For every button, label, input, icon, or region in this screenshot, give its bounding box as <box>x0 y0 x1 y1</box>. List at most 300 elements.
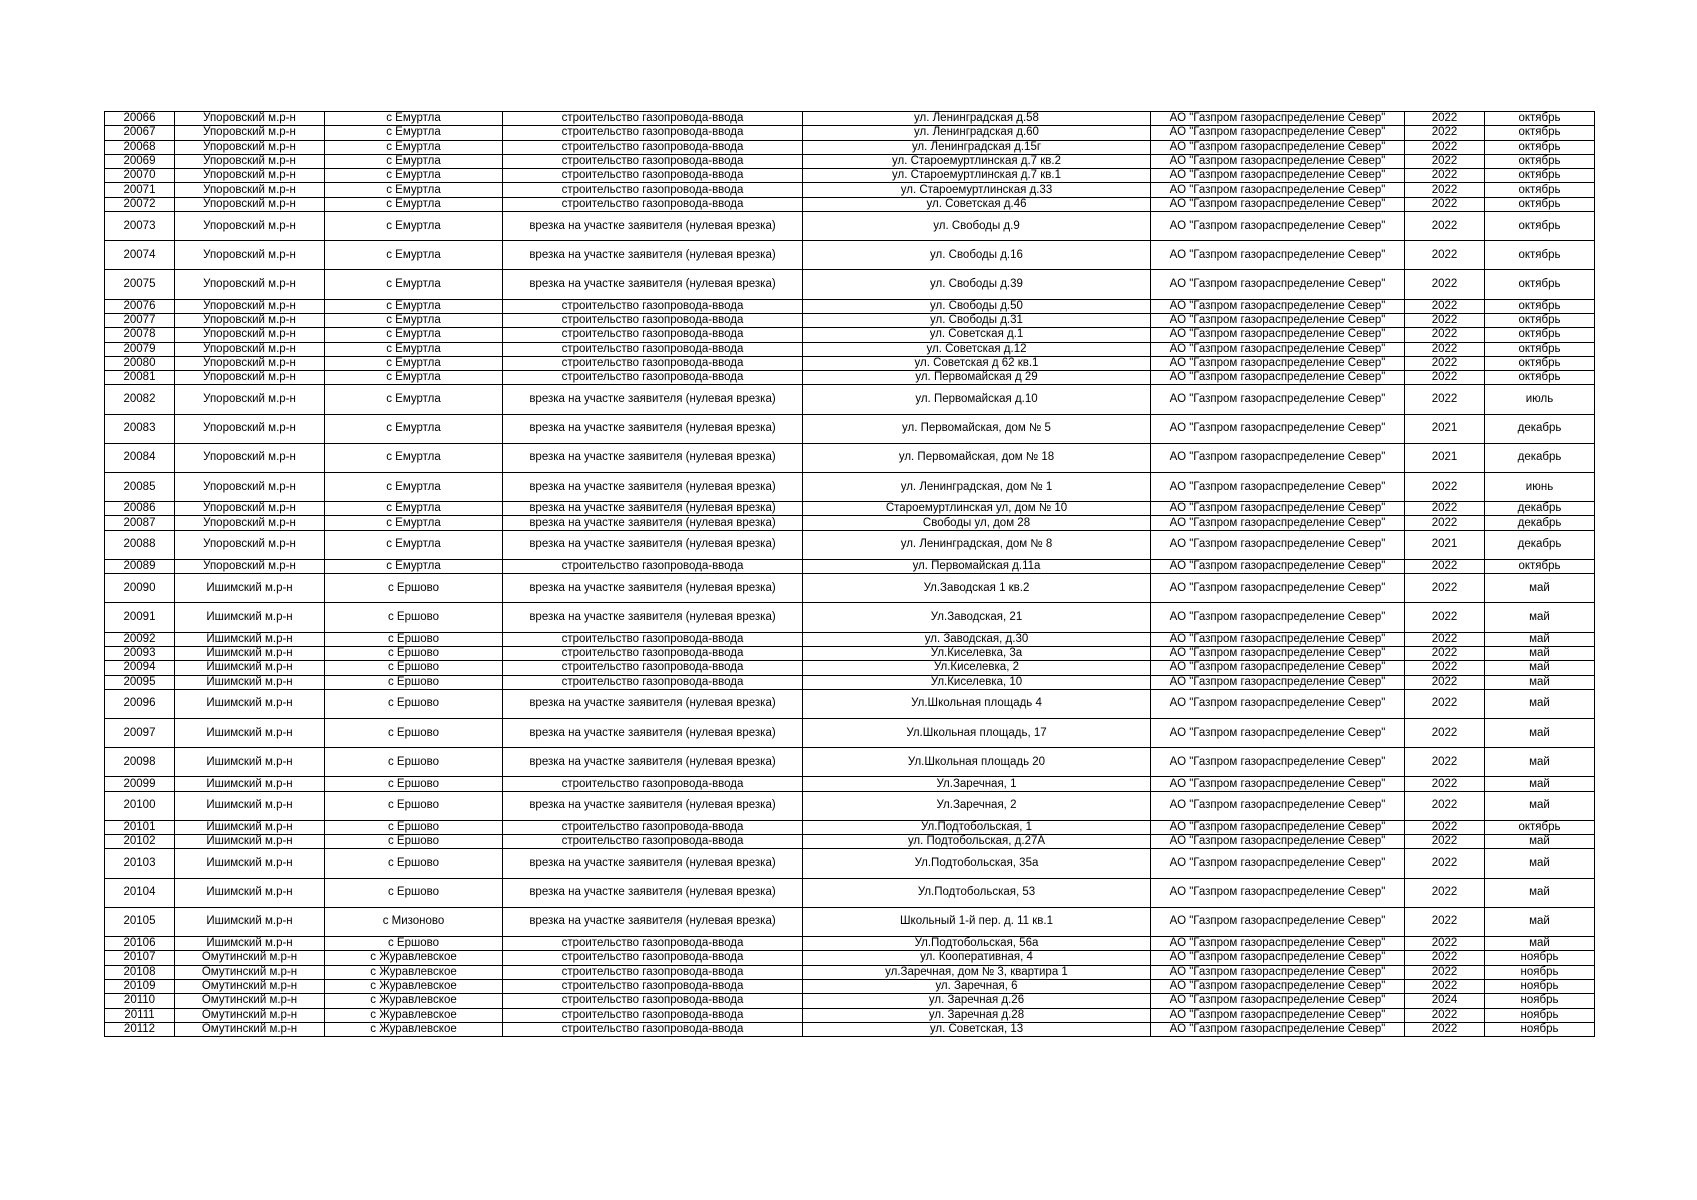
row-number-cell: 20092 <box>105 632 175 646</box>
settlement-cell: с Ершово <box>325 603 503 632</box>
address-cell: ул. Первомайская д 29 <box>803 371 1151 385</box>
work-type-cell: врезка на участке заявителя (нулевая врезка) <box>503 878 803 907</box>
settlement-cell: с Ершово <box>325 878 503 907</box>
address-cell: ул. Советская, 13 <box>803 1022 1151 1036</box>
year-cell: 2022 <box>1405 675 1485 689</box>
district-cell: Омутинский м.р-н <box>175 951 325 965</box>
address-cell: ул. Староемуртлинская д.33 <box>803 183 1151 197</box>
work-type-cell: строительство газопровода-ввода <box>503 154 803 168</box>
table-row <box>105 661 1595 675</box>
table-row <box>105 632 1595 646</box>
address-cell: ул. Кооперативная, 4 <box>803 951 1151 965</box>
organization-cell: АО "Газпром газораспределение Север" <box>1151 675 1405 689</box>
table-row <box>105 241 1595 270</box>
row-number-cell: 20103 <box>105 849 175 878</box>
table-row <box>105 530 1595 559</box>
settlement-cell: с Ершово <box>325 849 503 878</box>
address-cell: ул. Староемуртлинская д.7 кв.2 <box>803 154 1151 168</box>
address-cell: Староемуртлинская ул, дом № 10 <box>803 502 1151 516</box>
row-number-cell: 20093 <box>105 646 175 660</box>
district-cell: Упоровский м.р-н <box>175 212 325 241</box>
month-cell: май <box>1485 689 1595 718</box>
table-row <box>105 994 1595 1008</box>
settlement-cell: с Емуртла <box>325 530 503 559</box>
work-type-cell: врезка на участке заявителя (нулевая врезка) <box>503 270 803 299</box>
year-cell: 2021 <box>1405 530 1485 559</box>
table-row <box>105 965 1595 979</box>
year-cell: 2022 <box>1405 559 1485 573</box>
row-number-cell: 20068 <box>105 140 175 154</box>
settlement-cell: с Емуртла <box>325 126 503 140</box>
district-cell: Упоровский м.р-н <box>175 154 325 168</box>
work-type-cell: врезка на участке заявителя (нулевая врезка) <box>503 516 803 530</box>
month-cell: декабрь <box>1485 414 1595 443</box>
table-row <box>105 212 1595 241</box>
organization-cell: АО "Газпром газораспределение Север" <box>1151 112 1405 126</box>
row-number-cell: 20078 <box>105 328 175 342</box>
document-sheet <box>104 111 1594 1037</box>
district-cell: Ишимский м.р-н <box>175 791 325 820</box>
organization-cell: АО "Газпром газораспределение Север" <box>1151 270 1405 299</box>
work-type-cell: строительство газопровода-ввода <box>503 820 803 834</box>
work-type-cell: врезка на участке заявителя (нулевая врезка) <box>503 385 803 414</box>
settlement-cell: с Ершово <box>325 675 503 689</box>
month-cell: декабрь <box>1485 530 1595 559</box>
work-type-cell: строительство газопровода-ввода <box>503 371 803 385</box>
row-number-cell: 20100 <box>105 791 175 820</box>
work-type-cell: врезка на участке заявителя (нулевая врезка) <box>503 574 803 603</box>
work-type-cell: строительство газопровода-ввода <box>503 675 803 689</box>
month-cell: ноябрь <box>1485 979 1595 993</box>
settlement-cell: с Емуртла <box>325 313 503 327</box>
month-cell: октябрь <box>1485 559 1595 573</box>
address-cell: Ул.Киселевка, 10 <box>803 675 1151 689</box>
district-cell: Омутинский м.р-н <box>175 994 325 1008</box>
district-cell: Ишимский м.р-н <box>175 849 325 878</box>
month-cell: октябрь <box>1485 270 1595 299</box>
row-number-cell: 20075 <box>105 270 175 299</box>
row-number-cell: 20082 <box>105 385 175 414</box>
settlement-cell: с Ершово <box>325 574 503 603</box>
table-row <box>105 169 1595 183</box>
work-type-cell: врезка на участке заявителя (нулевая врезка) <box>503 603 803 632</box>
row-number-cell: 20106 <box>105 937 175 951</box>
settlement-cell: с Ершово <box>325 632 503 646</box>
work-type-cell: врезка на участке заявителя (нулевая врезка) <box>503 472 803 501</box>
district-cell: Упоровский м.р-н <box>175 516 325 530</box>
row-number-cell: 20101 <box>105 820 175 834</box>
year-cell: 2022 <box>1405 140 1485 154</box>
table-row <box>105 559 1595 573</box>
month-cell: октябрь <box>1485 197 1595 211</box>
address-cell: Ул.Школьная площадь, 17 <box>803 719 1151 748</box>
organization-cell: АО "Газпром газораспределение Север" <box>1151 443 1405 472</box>
year-cell: 2022 <box>1405 878 1485 907</box>
address-cell: Ул.Заводская 1 кв.2 <box>803 574 1151 603</box>
address-cell: ул. Первомайская, дом № 5 <box>803 414 1151 443</box>
row-number-cell: 20067 <box>105 126 175 140</box>
year-cell: 2022 <box>1405 385 1485 414</box>
organization-cell: АО "Газпром газораспределение Север" <box>1151 356 1405 370</box>
month-cell: декабрь <box>1485 443 1595 472</box>
work-type-cell: строительство газопровода-ввода <box>503 140 803 154</box>
work-type-cell: строительство газопровода-ввода <box>503 342 803 356</box>
settlement-cell: с Емуртла <box>325 342 503 356</box>
settlement-cell: с Емуртла <box>325 112 503 126</box>
month-cell: май <box>1485 791 1595 820</box>
table-row <box>105 516 1595 530</box>
work-type-cell: строительство газопровода-ввода <box>503 112 803 126</box>
address-cell: ул. Свободы д.31 <box>803 313 1151 327</box>
address-cell: ул. Советская д 62 кв.1 <box>803 356 1151 370</box>
work-type-cell: строительство газопровода-ввода <box>503 646 803 660</box>
address-cell: ул. Ленинградская д.60 <box>803 126 1151 140</box>
month-cell: май <box>1485 719 1595 748</box>
organization-cell: АО "Газпром газораспределение Север" <box>1151 878 1405 907</box>
row-number-cell: 20099 <box>105 777 175 791</box>
work-type-cell: врезка на участке заявителя (нулевая врезка) <box>503 719 803 748</box>
address-cell: Ул.Киселевка, 2 <box>803 661 1151 675</box>
row-number-cell: 20069 <box>105 154 175 168</box>
organization-cell: АО "Газпром газораспределение Север" <box>1151 502 1405 516</box>
district-cell: Упоровский м.р-н <box>175 140 325 154</box>
settlement-cell: с Емуртла <box>325 371 503 385</box>
table-row <box>105 1008 1595 1022</box>
address-cell: ул. Заводская, д.30 <box>803 632 1151 646</box>
district-cell: Упоровский м.р-н <box>175 385 325 414</box>
address-cell: Ул.Заречная, 1 <box>803 777 1151 791</box>
settlement-cell: с Емуртла <box>325 385 503 414</box>
work-type-cell: строительство газопровода-ввода <box>503 937 803 951</box>
year-cell: 2022 <box>1405 371 1485 385</box>
district-cell: Упоровский м.р-н <box>175 502 325 516</box>
settlement-cell: с Журавлевское <box>325 951 503 965</box>
address-cell: ул. Свободы д.16 <box>803 241 1151 270</box>
work-type-cell: строительство газопровода-ввода <box>503 183 803 197</box>
settlement-cell: с Емуртла <box>325 356 503 370</box>
table-row <box>105 878 1595 907</box>
district-cell: Упоровский м.р-н <box>175 559 325 573</box>
organization-cell: АО "Газпром газораспределение Север" <box>1151 197 1405 211</box>
table-row <box>105 385 1595 414</box>
organization-cell: АО "Газпром газораспределение Север" <box>1151 1022 1405 1036</box>
month-cell: май <box>1485 646 1595 660</box>
work-type-cell: строительство газопровода-ввода <box>503 169 803 183</box>
district-cell: Ишимский м.р-н <box>175 937 325 951</box>
row-number-cell: 20072 <box>105 197 175 211</box>
work-type-cell: строительство газопровода-ввода <box>503 313 803 327</box>
year-cell: 2022 <box>1405 328 1485 342</box>
month-cell: октябрь <box>1485 313 1595 327</box>
address-cell: ул. Советская д.1 <box>803 328 1151 342</box>
year-cell: 2022 <box>1405 965 1485 979</box>
month-cell: октябрь <box>1485 169 1595 183</box>
work-type-cell: строительство газопровода-ввода <box>503 328 803 342</box>
month-cell: май <box>1485 849 1595 878</box>
row-number-cell: 20112 <box>105 1022 175 1036</box>
organization-cell: АО "Газпром газораспределение Север" <box>1151 385 1405 414</box>
row-number-cell: 20088 <box>105 530 175 559</box>
district-cell: Упоровский м.р-н <box>175 299 325 313</box>
table-row <box>105 646 1595 660</box>
row-number-cell: 20109 <box>105 979 175 993</box>
district-cell: Упоровский м.р-н <box>175 414 325 443</box>
settlement-cell: с Ершово <box>325 646 503 660</box>
address-cell: ул. Свободы д.39 <box>803 270 1151 299</box>
address-cell: Ул.Подтобольская, 35а <box>803 849 1151 878</box>
table-row <box>105 126 1595 140</box>
address-cell: Ул.Киселевка, 3а <box>803 646 1151 660</box>
work-type-cell: врезка на участке заявителя (нулевая врезка) <box>503 443 803 472</box>
organization-cell: АО "Газпром газораспределение Север" <box>1151 212 1405 241</box>
month-cell: октябрь <box>1485 820 1595 834</box>
table-row <box>105 270 1595 299</box>
work-type-cell: врезка на участке заявителя (нулевая врезка) <box>503 241 803 270</box>
table-body <box>105 112 1595 1037</box>
district-cell: Ишимский м.р-н <box>175 646 325 660</box>
table-row <box>105 197 1595 211</box>
month-cell: май <box>1485 937 1595 951</box>
table-row <box>105 791 1595 820</box>
year-cell: 2022 <box>1405 632 1485 646</box>
row-number-cell: 20097 <box>105 719 175 748</box>
district-cell: Упоровский м.р-н <box>175 371 325 385</box>
address-cell: ул. Свободы д.50 <box>803 299 1151 313</box>
organization-cell: АО "Газпром газораспределение Север" <box>1151 646 1405 660</box>
month-cell: октябрь <box>1485 299 1595 313</box>
month-cell: октябрь <box>1485 112 1595 126</box>
district-cell: Омутинский м.р-н <box>175 1008 325 1022</box>
settlement-cell: с Емуртла <box>325 414 503 443</box>
work-type-cell: врезка на участке заявителя (нулевая врезка) <box>503 748 803 777</box>
row-number-cell: 20066 <box>105 112 175 126</box>
row-number-cell: 20095 <box>105 675 175 689</box>
organization-cell: АО "Газпром газораспределение Север" <box>1151 414 1405 443</box>
year-cell: 2022 <box>1405 849 1485 878</box>
district-cell: Ишимский м.р-н <box>175 675 325 689</box>
row-number-cell: 20083 <box>105 414 175 443</box>
row-number-cell: 20079 <box>105 342 175 356</box>
district-cell: Ишимский м.р-н <box>175 689 325 718</box>
district-cell: Упоровский м.р-н <box>175 183 325 197</box>
year-cell: 2022 <box>1405 937 1485 951</box>
row-number-cell: 20073 <box>105 212 175 241</box>
district-cell: Упоровский м.р-н <box>175 328 325 342</box>
month-cell: октябрь <box>1485 183 1595 197</box>
row-number-cell: 20104 <box>105 878 175 907</box>
table-row <box>105 777 1595 791</box>
settlement-cell: с Емуртла <box>325 241 503 270</box>
work-type-cell: строительство газопровода-ввода <box>503 951 803 965</box>
settlement-cell: с Емуртла <box>325 270 503 299</box>
table-row <box>105 689 1595 718</box>
year-cell: 2022 <box>1405 197 1485 211</box>
organization-cell: АО "Газпром газораспределение Север" <box>1151 951 1405 965</box>
year-cell: 2022 <box>1405 719 1485 748</box>
work-type-cell: врезка на участке заявителя (нулевая врезка) <box>503 414 803 443</box>
district-cell: Ишимский м.р-н <box>175 777 325 791</box>
year-cell: 2022 <box>1405 1008 1485 1022</box>
organization-cell: АО "Газпром газораспределение Север" <box>1151 849 1405 878</box>
row-number-cell: 20077 <box>105 313 175 327</box>
work-type-cell: врезка на участке заявителя (нулевая врезка) <box>503 791 803 820</box>
settlement-cell: с Ершово <box>325 689 503 718</box>
organization-cell: АО "Газпром газораспределение Север" <box>1151 820 1405 834</box>
organization-cell: АО "Газпром газораспределение Север" <box>1151 835 1405 849</box>
address-cell: ул. Ленинградская, дом № 8 <box>803 530 1151 559</box>
district-cell: Ишимский м.р-н <box>175 835 325 849</box>
settlement-cell: с Емуртла <box>325 212 503 241</box>
row-number-cell: 20110 <box>105 994 175 1008</box>
organization-cell: АО "Газпром газораспределение Север" <box>1151 559 1405 573</box>
settlement-cell: с Емуртла <box>325 140 503 154</box>
row-number-cell: 20076 <box>105 299 175 313</box>
month-cell: май <box>1485 675 1595 689</box>
address-cell: ул. Заречная д.28 <box>803 1008 1151 1022</box>
row-number-cell: 20105 <box>105 907 175 936</box>
settlement-cell: с Журавлевское <box>325 979 503 993</box>
year-cell: 2022 <box>1405 154 1485 168</box>
organization-cell: АО "Газпром газораспределение Север" <box>1151 994 1405 1008</box>
organization-cell: АО "Газпром газораспределение Север" <box>1151 530 1405 559</box>
row-number-cell: 20098 <box>105 748 175 777</box>
settlement-cell: с Мизоново <box>325 907 503 936</box>
settlement-cell: с Емуртла <box>325 169 503 183</box>
row-number-cell: 20087 <box>105 516 175 530</box>
year-cell: 2022 <box>1405 791 1485 820</box>
year-cell: 2022 <box>1405 241 1485 270</box>
district-cell: Ишимский м.р-н <box>175 719 325 748</box>
month-cell: октябрь <box>1485 371 1595 385</box>
work-type-cell: строительство газопровода-ввода <box>503 661 803 675</box>
row-number-cell: 20070 <box>105 169 175 183</box>
table-row <box>105 574 1595 603</box>
work-type-cell: строительство газопровода-ввода <box>503 197 803 211</box>
table-row <box>105 979 1595 993</box>
organization-cell: АО "Газпром газораспределение Север" <box>1151 154 1405 168</box>
district-cell: Упоровский м.р-н <box>175 443 325 472</box>
district-cell: Ишимский м.р-н <box>175 878 325 907</box>
organization-cell: АО "Газпром газораспределение Север" <box>1151 965 1405 979</box>
month-cell: октябрь <box>1485 241 1595 270</box>
address-cell: Ул.Заречная, 2 <box>803 791 1151 820</box>
work-type-cell: врезка на участке заявителя (нулевая врезка) <box>503 502 803 516</box>
table-row <box>105 112 1595 126</box>
month-cell: октябрь <box>1485 328 1595 342</box>
month-cell: декабрь <box>1485 502 1595 516</box>
district-cell: Упоровский м.р-н <box>175 169 325 183</box>
month-cell: октябрь <box>1485 154 1595 168</box>
settlement-cell: с Ершово <box>325 937 503 951</box>
organization-cell: АО "Газпром газораспределение Север" <box>1151 791 1405 820</box>
year-cell: 2022 <box>1405 126 1485 140</box>
month-cell: май <box>1485 878 1595 907</box>
work-type-cell: строительство газопровода-ввода <box>503 979 803 993</box>
settlement-cell: с Емуртла <box>325 197 503 211</box>
settlement-cell: с Емуртла <box>325 472 503 501</box>
table-row <box>105 183 1595 197</box>
district-cell: Ишимский м.р-н <box>175 661 325 675</box>
table-row <box>105 356 1595 370</box>
year-cell: 2022 <box>1405 356 1485 370</box>
settlement-cell: с Ершово <box>325 791 503 820</box>
year-cell: 2022 <box>1405 603 1485 632</box>
month-cell: октябрь <box>1485 342 1595 356</box>
table-row <box>105 443 1595 472</box>
table-row <box>105 907 1595 936</box>
address-cell: ул. Ленинградская, дом № 1 <box>803 472 1151 501</box>
year-cell: 2022 <box>1405 835 1485 849</box>
table-row <box>105 835 1595 849</box>
settlement-cell: с Журавлевское <box>325 965 503 979</box>
settlement-cell: с Журавлевское <box>325 1008 503 1022</box>
address-cell: Школьный 1-й пер. д. 11 кв.1 <box>803 907 1151 936</box>
row-number-cell: 20091 <box>105 603 175 632</box>
table-row <box>105 371 1595 385</box>
address-cell: ул. Советская д.46 <box>803 197 1151 211</box>
work-type-cell: строительство газопровода-ввода <box>503 777 803 791</box>
work-type-cell: строительство газопровода-ввода <box>503 559 803 573</box>
work-type-cell: врезка на участке заявителя (нулевая врезка) <box>503 849 803 878</box>
address-cell: Свободы ул, дом 28 <box>803 516 1151 530</box>
year-cell: 2022 <box>1405 502 1485 516</box>
district-cell: Омутинский м.р-н <box>175 1022 325 1036</box>
settlement-cell: с Емуртла <box>325 183 503 197</box>
row-number-cell: 20086 <box>105 502 175 516</box>
work-type-cell: строительство газопровода-ввода <box>503 835 803 849</box>
work-type-cell: врезка на участке заявителя (нулевая врезка) <box>503 907 803 936</box>
settlement-cell: с Емуртла <box>325 516 503 530</box>
settlement-cell: с Журавлевское <box>325 994 503 1008</box>
district-cell: Упоровский м.р-н <box>175 472 325 501</box>
table-row <box>105 154 1595 168</box>
row-number-cell: 20074 <box>105 241 175 270</box>
month-cell: ноябрь <box>1485 965 1595 979</box>
district-cell: Упоровский м.р-н <box>175 112 325 126</box>
organization-cell: АО "Газпром газораспределение Север" <box>1151 328 1405 342</box>
table-row <box>105 313 1595 327</box>
district-cell: Ишимский м.р-н <box>175 603 325 632</box>
work-type-cell: строительство газопровода-ввода <box>503 299 803 313</box>
year-cell: 2022 <box>1405 212 1485 241</box>
year-cell: 2021 <box>1405 414 1485 443</box>
organization-cell: АО "Газпром газораспределение Север" <box>1151 241 1405 270</box>
address-cell: ул. Подтобольская, д.27А <box>803 835 1151 849</box>
row-number-cell: 20107 <box>105 951 175 965</box>
settlement-cell: с Емуртла <box>325 328 503 342</box>
table-row <box>105 820 1595 834</box>
year-cell: 2022 <box>1405 472 1485 501</box>
district-cell: Ишимский м.р-н <box>175 748 325 777</box>
address-cell: Ул.Подтобольская, 53 <box>803 878 1151 907</box>
month-cell: май <box>1485 603 1595 632</box>
table-row <box>105 299 1595 313</box>
address-cell: Ул.Подтобольская, 56а <box>803 937 1151 951</box>
row-number-cell: 20096 <box>105 689 175 718</box>
address-cell: ул. Первомайская д.11а <box>803 559 1151 573</box>
month-cell: май <box>1485 777 1595 791</box>
year-cell: 2022 <box>1405 299 1485 313</box>
table-row <box>105 603 1595 632</box>
gasification-table <box>104 111 1595 1037</box>
row-number-cell: 20071 <box>105 183 175 197</box>
work-type-cell: строительство газопровода-ввода <box>503 1008 803 1022</box>
year-cell: 2022 <box>1405 820 1485 834</box>
settlement-cell: с Ершово <box>325 820 503 834</box>
work-type-cell: врезка на участке заявителя (нулевая врезка) <box>503 212 803 241</box>
address-cell: Ул.Школьная площадь 20 <box>803 748 1151 777</box>
month-cell: ноябрь <box>1485 1008 1595 1022</box>
